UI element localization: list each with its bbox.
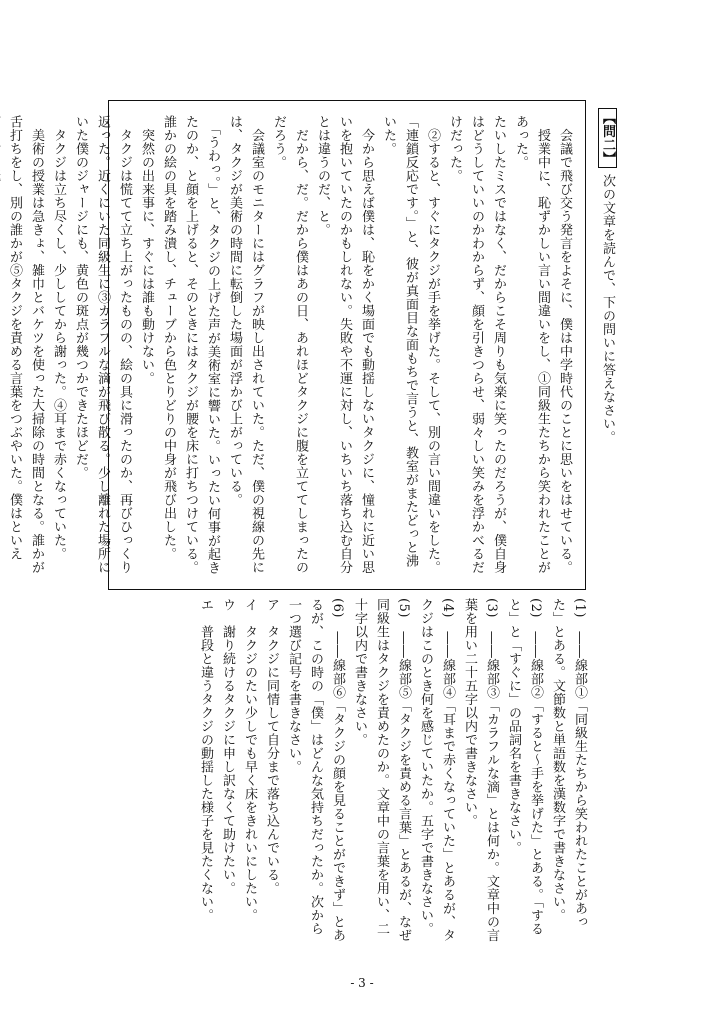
question-text: ら一つ選び記号を書きなさい。 xyxy=(286,598,323,936)
question-number: (6) xyxy=(330,598,345,618)
passage-paragraph: タクジは慌てて立ち上がったものの、絵の具に滑ったのか、再びひっくり返った。近くにいた同級生に③カラフルな滴が飛び散る。少し離れた場所にいた僕のジャージにも、黄色の斑点が幾つかできたほどだ。 xyxy=(73,115,132,574)
question-item xyxy=(458,598,502,948)
question-item xyxy=(414,598,458,948)
question-text: ――線部②「すると～手を挙げた」とある。「すると」 xyxy=(506,598,543,936)
question-text: エ 普段と違うタクジの動揺した様子を見たくない。 xyxy=(198,598,213,922)
question-text: ――線部⑤「タクジを責める言葉」とあるが、なぜ xyxy=(396,631,411,942)
question-item xyxy=(502,598,546,948)
question-text: イ タクジのたい少しでも早く床をきれいにしたい。 xyxy=(242,598,257,922)
question-item xyxy=(348,598,414,948)
passage-paragraph: 会議で飛び交う発言をよそに、僕は中学時代のことに思いをはせている。 xyxy=(557,115,572,574)
answer-choice xyxy=(260,598,282,948)
passage-paragraph: 突然の出来事に、すぐには誰も動けない。 xyxy=(139,115,154,385)
passage-text xyxy=(7,115,575,577)
question-number: (4) xyxy=(440,598,455,618)
question-text: 二十字以内で書きなさい。 xyxy=(352,598,389,936)
instruction-text: 次の文章を読んで、下の問いに答えなさい。 xyxy=(600,174,615,444)
question-text: ――線部④「耳まで赤くなっていた」とあるが、タ xyxy=(440,631,455,942)
question-text: るが、この時の「僕」はどんな気持ちだったか。次か xyxy=(308,598,323,922)
question-text: と「すぐに」の品詞名を書きなさい。 xyxy=(506,625,521,855)
passage-box xyxy=(7,100,586,590)
passage-paragraph: ②すると、すぐにタクジが手を挙げた。そして、別の言い間違いをした。「連鎖反応です。」と、彼が真面目な面もちで言うと、教室がまたどっと沸いた。 xyxy=(381,115,440,574)
question-item xyxy=(546,598,590,948)
question-number: (1) xyxy=(572,598,587,618)
passage-paragraph: タクジは立ち尽くし、少ししてから謝った。④耳まで赤くなっていた。 xyxy=(51,115,66,561)
question-text: ウ 謝り続けるタクジに申し訳なくて助けたい。 xyxy=(220,598,235,895)
answer-choice xyxy=(216,598,238,948)
question-list xyxy=(100,598,590,948)
question-text: ――線部①「同級生たちから笑われたことがあった」 xyxy=(550,598,587,929)
passage-paragraph: 授業中に、恥ずかしい言い間違いをし、①同級生たちから笑われたことがあった。 xyxy=(513,115,550,574)
passage-paragraph: 「うわっ。」と、タクジの上げた声が美術室に響いた。いったい何事が起きたのか、と顔を上げると、そのときにはタクジが腰を床に打ちつけている。誰かの絵の具を踏み潰し、チューブから色とりどりの中身が飛び出した。 xyxy=(161,115,220,575)
question-label: 【問二】 xyxy=(598,108,617,168)
passage-paragraph: 今から思えば僕は、恥をかく場面でも動揺しないタクジに、憧れに近い思いを抱いていたのかもしれない。失敗や不運に対し、いちいち落ち込む自分とは違うのだ、と。 xyxy=(315,115,374,574)
question-number: (5) xyxy=(396,598,411,618)
passage-paragraph: たいしたミスではなく、だからこそ周りも気楽に笑ったのだろうが、僕自身はどうしていいのかわからず、顔を引きつらせ、弱々しい笑みを浮かべるだけだった。 xyxy=(447,115,506,574)
page-number: - 3 - xyxy=(350,976,374,990)
answer-choice xyxy=(194,598,216,948)
question-text: 葉を用い二十五字以内で書きなさい。 xyxy=(462,598,477,828)
passage-paragraph: 会議室のモニターにはグラフが映し出されていた。ただ、僕の視線の先には、タクジが美術の時間に転倒した場面が浮かび上がっている。 xyxy=(227,115,264,574)
question-text: とある。文節数と単語数を漢数字で書きなさい。 xyxy=(550,625,565,922)
question-item xyxy=(282,598,348,948)
question-text: ――線部⑥「タクジの顔を見ることができず」とあ xyxy=(330,631,345,942)
question-text: ア タクジに同情して自分まで落ち込んでいる。 xyxy=(264,598,279,895)
answer-choice xyxy=(238,598,260,948)
passage-paragraph: だから、だ。だから僕はあの日、あれほどタクジに腹を立ててしまったのだろう。 xyxy=(271,115,308,574)
question-text: クジはこのとき何を感じていたか。五字で書きなさい。 xyxy=(418,598,433,936)
question-text: ――線部③「カラフルな滴」とは何か。文章中の言 xyxy=(484,631,499,942)
question-number: (3) xyxy=(484,598,499,618)
question-text: 同級生はタクジを責めたのか。文章中の言葉を用い、 xyxy=(374,598,389,922)
question-number: (2) xyxy=(528,598,543,618)
question-instruction xyxy=(596,108,618,588)
passage-paragraph: 美術の授業は急きょ、雑巾とバケツを使った大掃除の時間となる。誰かが舌打ちをし、別の誰かが⑤タクジを責める言葉をつぶやいた。僕はといえ xyxy=(7,115,44,574)
